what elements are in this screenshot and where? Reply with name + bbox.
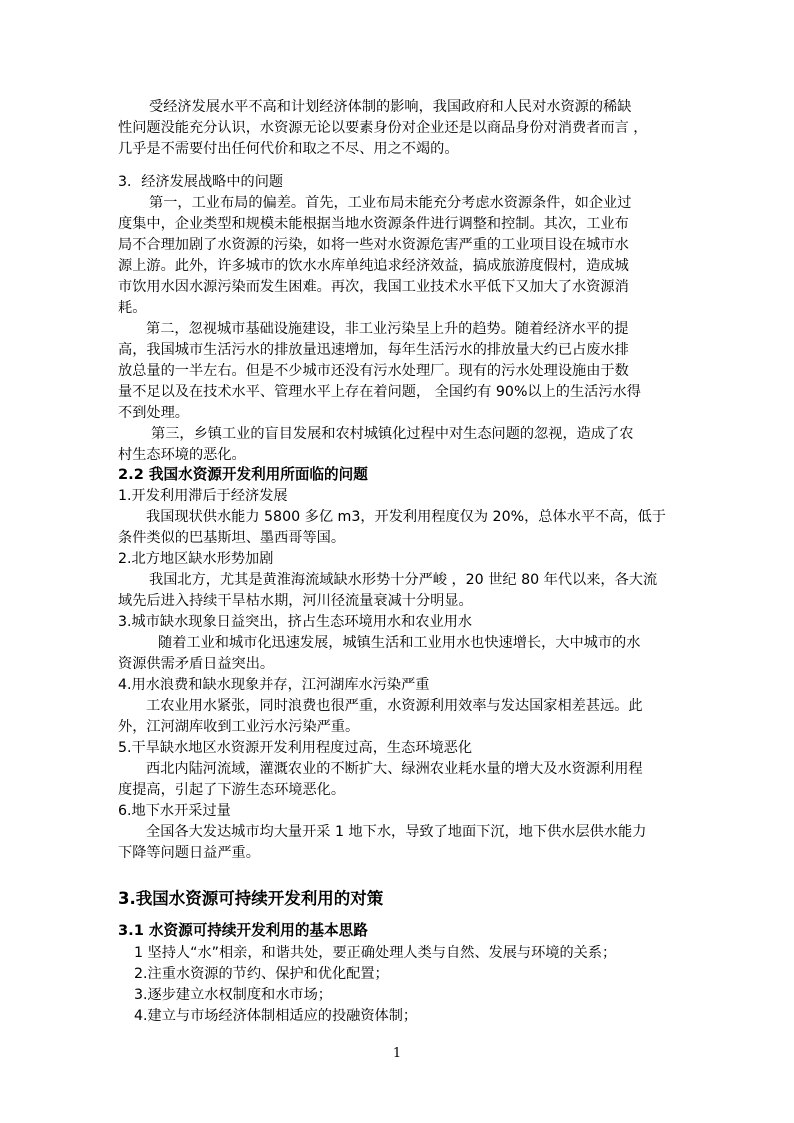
subsection-heading: 2.2 我国水资源开发利用所面临的问题 (118, 466, 368, 483)
paragraph-line: 条件类似的巴基斯坦、墨西哥等国。 (118, 530, 346, 546)
paragraph-line: 耗。 (118, 300, 147, 316)
paragraph-line: 我国北方，尤其是黄淮海流域缺水形势十分严峻 ，20 世纪 80 年代以来，各大流 (149, 572, 658, 588)
list-item-heading: 6.地下水开采过量 (118, 803, 231, 819)
list-item-heading: 4.用水浪费和缺水现象并存，江河湖库水污染严重 (118, 677, 430, 693)
paragraph-line: 第二，忽视城市基础设施建设，非工业污染呈上升的趋势。随着经济水平的提 (146, 321, 629, 337)
page-number: 1 (392, 1046, 402, 1061)
list-item-heading: 2.北方地区缺水形势加剧 (118, 551, 274, 567)
list-item-heading: 1.开发利用滞后于经济发展 (118, 488, 288, 504)
paragraph-line: 资源供需矛盾日益突出。 (118, 656, 275, 672)
list-item: 1 坚持人“水”相亲，和谐共处，要正确处理人类与自然、发展与环境的关系； (134, 945, 617, 961)
list-item: 3.逐步建立水权制度和水市场； (134, 987, 332, 1003)
paragraph-line: 高，我国城市生活污水的排放量迅速增加，每年生活污水的排放量大约已占废水排 (118, 342, 629, 358)
paragraph-line: 量不足以及在技术水平、管理水平上存在着问题， 全国约有 90%以上的生活污水得 (118, 384, 641, 400)
paragraph-line: 受经济发展水平不高和计划经济体制的影响，我国政府和人民对水资源的稀缺 (149, 99, 632, 115)
paragraph-line: 下降等问题日益严重。 (118, 845, 260, 861)
paragraph-line: 外，江河湖库收到工业污水污染严重。 (118, 719, 360, 735)
paragraph-line: 工农业用水紧张，同时浪费也很严重，水资源利用效率与发达国家相差甚远。此 (146, 698, 643, 714)
paragraph-line: 性问题没能充分认识，水资源无论以要素身份对企业还是以商品身份对消费者而言 ， (118, 120, 648, 136)
paragraph-line: 第三，乡镇工业的盲目发展和农村城镇化过程中对生态问题的忽视，造成了农 (151, 426, 634, 442)
paragraph-line: 度提高，引起了下游生态环境恶化。 (118, 782, 346, 798)
paragraph-line: 局不合理加剧了水资源的污染，如将一些对水资源危害严重的工业项目设在城市水 (118, 237, 629, 253)
list-item: 2.注重水资源的节约、保护和优化配置； (134, 966, 389, 982)
paragraph-line: 村生态环境的恶化。 (118, 447, 246, 463)
section-heading: 3.我国水资源可持续开发利用的对策 (118, 889, 384, 908)
paragraph-line: 西北内陆河流域，灌溉农业的不断扩大、绿洲农业耗水量的增大及水资源利用程 (146, 761, 643, 777)
paragraph-line: 随着工业和城市化迅速发展，城镇生活和工业用水也快速增长，大中城市的水 (158, 635, 641, 651)
list-item-heading: 5.干旱缺水地区水资源开发利用程度过高，生态环境恶化 (118, 740, 473, 756)
paragraph-line: 第一，工业布局的偏差。首先，工业布局未能充分考虑水资源条件，如企业过 (149, 195, 632, 211)
paragraph-line: 几乎是不需要付出任何代价和取之不尽、用之不竭的。 (118, 141, 459, 157)
paragraph-line: 不到处理。 (118, 405, 189, 421)
paragraph-line: 全国各大发达城市均大量开采 1 地下水，导致了地面下沉，地下供水层供水能力 (146, 824, 647, 840)
subsection-heading: 3.1 水资源可持续开发利用的基本思路 (118, 922, 368, 939)
section-heading: 3．经济发展战略中的问题 (118, 174, 284, 190)
paragraph-line: 域先后进入持续干旱枯水期，河川径流量衰减十分明显。 (118, 593, 473, 609)
list-item: 4.建立与市场经济体制相适应的投融资体制； (134, 1008, 418, 1024)
paragraph-line: 度集中，企业类型和规模未能根据当地水资源条件进行调整和控制。其次，工业布 (118, 216, 629, 232)
paragraph-line: 我国现状供水能力 5800 多亿 m3，开发利用程度仅为 20%，总体水平不高，低于 (146, 509, 666, 525)
paragraph-line: 源上游。此外，许多城市的饮水水库单纯追求经济效益，搞成旅游度假村，造成城 (118, 258, 629, 274)
paragraph-line: 市饮用水因水源污染而发生困难。再次，我国工业技术水平低下又加大了水资源消 (118, 279, 629, 295)
list-item-heading: 3.城市缺水现象日益突出，挤占生态环境用水和农业用水 (118, 614, 473, 630)
paragraph-line: 放总量的一半左右。但是不少城市还没有污水处理厂。现有的污水处理设施由于数 (118, 363, 629, 379)
